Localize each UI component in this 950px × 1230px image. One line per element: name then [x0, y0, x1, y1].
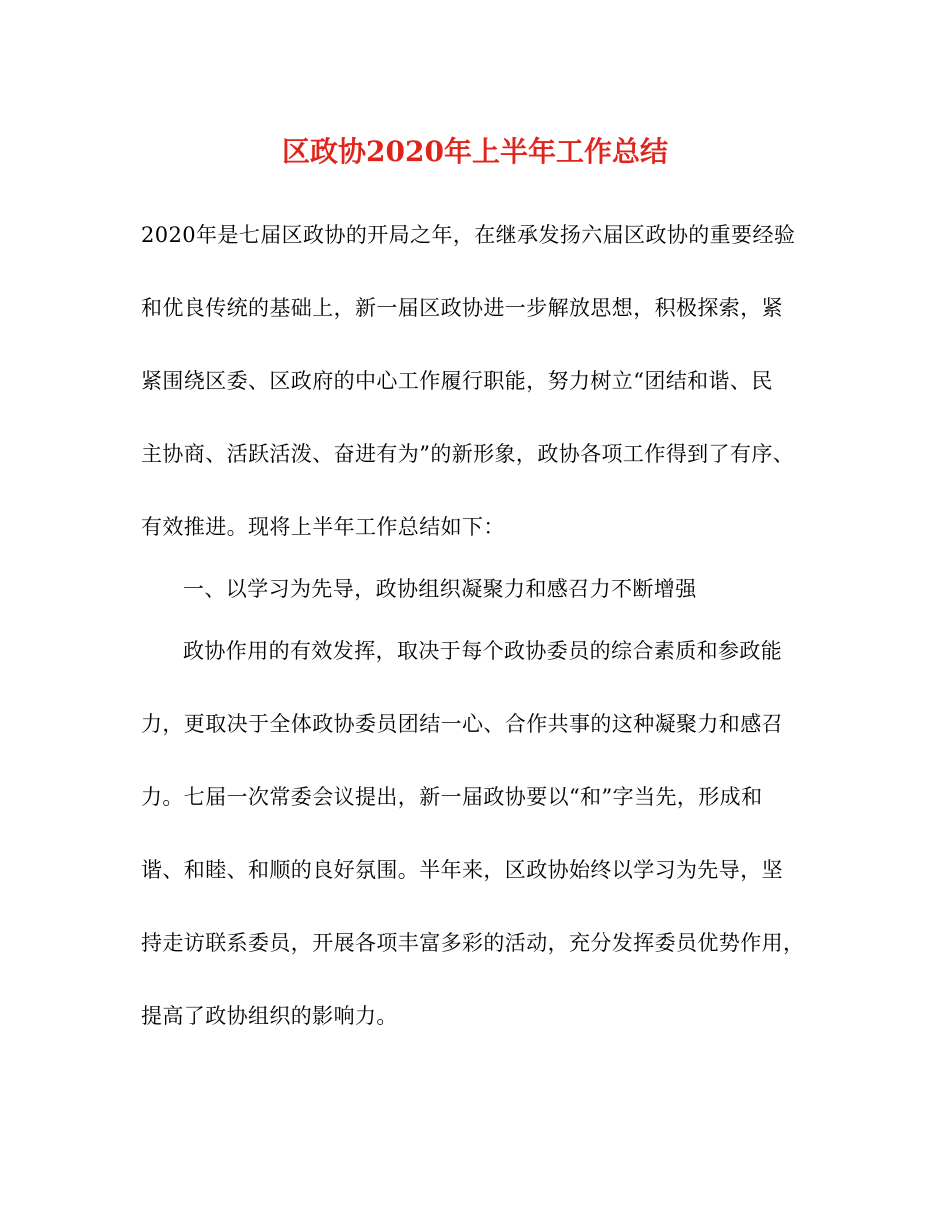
- text-line: 一、以学习为先导，政协组织凝聚力和感召力不断增强: [183, 577, 697, 601]
- text-line: 政协作用的有效发挥，取决于每个政协委员的综合素质和参政能: [183, 639, 783, 663]
- text-line: 提高了政协组织的影响力。: [141, 1004, 398, 1028]
- text-line: 和优良传统的基础上，新一届区政协进一步解放思想，积极探索，紧: [141, 296, 783, 320]
- text-line: 2020年是七届区政协的开局之年，在继承发扬六届区政协的重要经验: [141, 223, 796, 247]
- text-line: 谐、和睦、和顺的良好氛围。半年来，区政协始终以学习为先导，坚: [141, 858, 783, 882]
- text-line: 力。七届一次常委会议提出，新一届政协要以“和”字当先，形成和: [141, 785, 763, 809]
- text-line: 持走访联系委员，开展各项丰富多彩的活动，充分发挥委员优势作用，: [141, 931, 805, 955]
- text-line: 紧围绕区委、区政府的中心工作履行职能，努力树立“团结和谐、民: [141, 369, 773, 393]
- document-title: 区政协2020年上半年工作总结: [282, 135, 668, 168]
- text-line: 主协商、活跃活泼、奋进有为”的新形象，政协各项工作得到了有序、: [141, 442, 795, 466]
- text-line: 力，更取决于全体政协委员团结一心、合作共事的这种凝聚力和感召: [141, 712, 783, 736]
- text-line: 有效推进。现将上半年工作总结如下：: [141, 515, 505, 539]
